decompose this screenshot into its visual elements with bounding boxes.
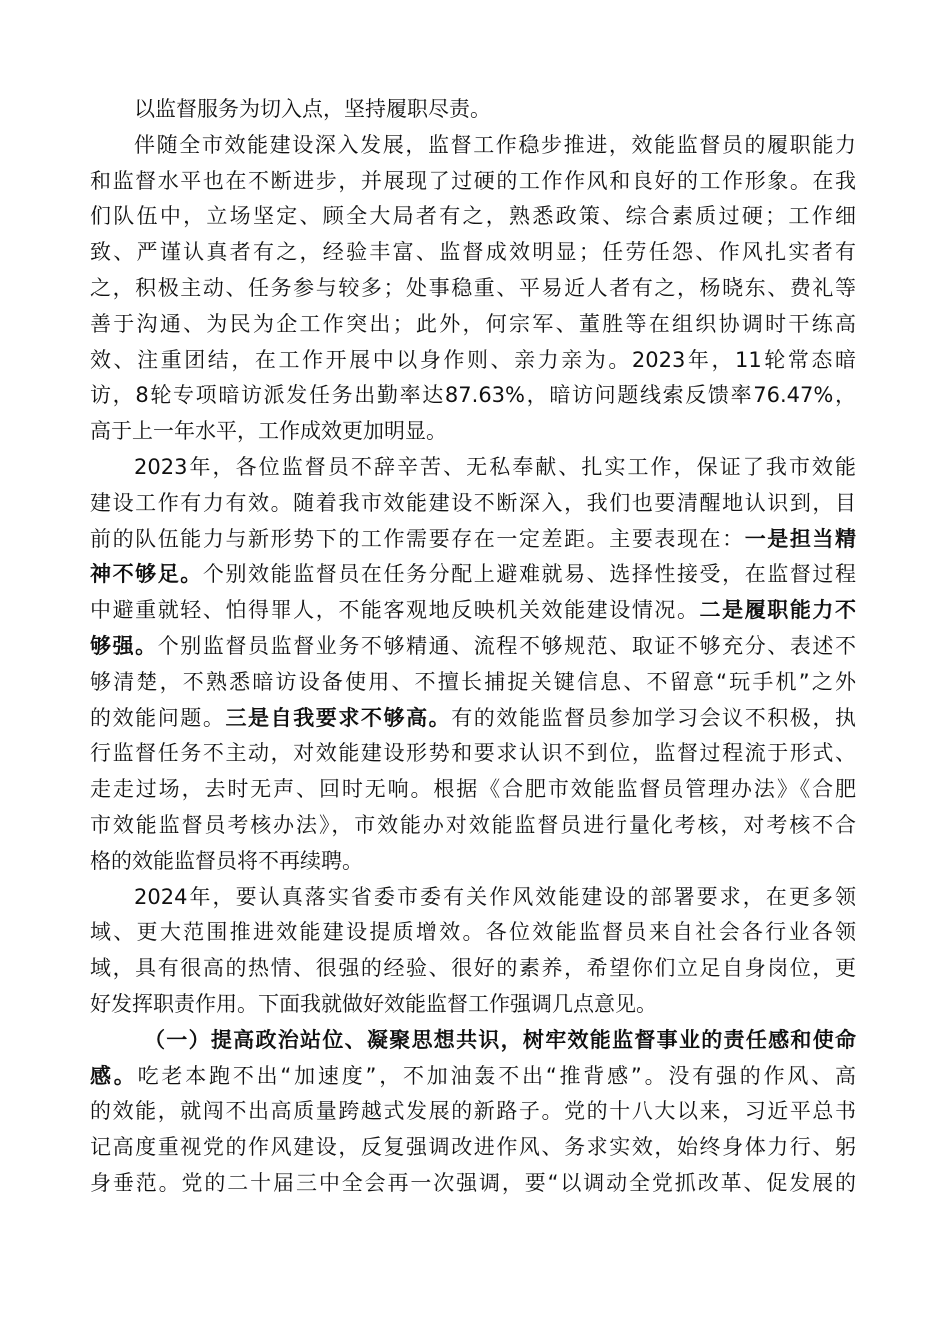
text-segment: 的效能，就闯不出高质量跨越式发展的新路子。党的十八大以来，习近平总书 (90, 1099, 856, 1124)
text-segment: 伴随全市效能建设深入发展，监督工作稳步推进，效能监督员的履职能力 (134, 132, 856, 157)
text-line (90, 736, 856, 772)
bold-text-segment: （一）提高政治站位、凝聚思想共识，树牢效能监督事业的责任感和使命 (144, 1027, 856, 1052)
bold-text-segment: 神不够足。 (90, 562, 203, 587)
text-segment: 和监督水平也在不断进步，并展现了过硬的工作作风和良好的工作形象。在我 (90, 168, 856, 193)
text-segment: 2023年，各位监督员不辞辛苦、无私奉献、扎实工作，保证了我市效能 (134, 454, 856, 479)
text-line (90, 808, 856, 844)
text-segment: 2024年，要认真落实省委市委有关作风效能建设的部署要求，在更多领 (134, 884, 856, 909)
text-segment: 个别监督员监督业务不够精通、流程不够规范、取证不够充分、表述不 (157, 633, 856, 658)
text-line (90, 1094, 856, 1130)
text-line (90, 701, 856, 737)
text-line (90, 915, 856, 951)
text-line (90, 951, 856, 987)
text-segment: 域，具有很高的热情、很强的经验、很好的素养，希望你们立足自身岗位，更 (90, 956, 856, 981)
text-line (90, 128, 856, 164)
text-segment: 格的效能监督员将不再续聘。 (90, 848, 363, 873)
text-segment: 以监督服务为切入点，坚持履职尽责。 (134, 97, 491, 121)
text-segment: 够清楚，不熟悉暗访设备使用、不擅长捕捉关键信息、不留意“玩手机”之外 (90, 669, 856, 694)
text-line (90, 414, 856, 450)
text-line (90, 92, 856, 128)
text-line (90, 1130, 856, 1166)
text-line (90, 486, 856, 522)
text-segment: 吃老本跑不出“加速度”，不加油轰不出“推背感”。没有强的作风、高 (137, 1063, 856, 1088)
text-line (90, 450, 856, 486)
text-segment: 记高度重视党的作风建设，反复强调改进作风、务求实效，始终身体力行、躬 (90, 1135, 856, 1160)
body-text (90, 92, 856, 1202)
text-line (90, 593, 856, 629)
text-segment: 建设工作有力有效。随着我市效能建设不断深入，我们也要清醒地认识到，目 (90, 490, 856, 515)
text-segment: 行监督任务不主动，对效能建设形势和要求认识不到位，监督过程流于形式、 (90, 741, 856, 766)
text-segment: 善于沟通、为民为企工作突出；此外，何宗军、董胜等在组织协调时干练高 (90, 311, 856, 336)
text-line (90, 1166, 856, 1202)
text-segment: 高于上一年水平，工作成效更加明显。 (90, 419, 447, 444)
text-line (90, 271, 856, 307)
text-line (90, 307, 856, 343)
text-segment: 市效能监督员考核办法》，市效能办对效能监督员进行量化考核，对考核不合 (90, 812, 856, 837)
text-segment: 们队伍中，立场坚定、顾全大局者有之，熟悉政策、综合素质过硬；工作细 (90, 204, 856, 229)
text-segment: 效、注重团结，在工作开展中以身作则、亲力亲为。2023年，11轮常态暗 (90, 347, 856, 372)
text-line (90, 199, 856, 235)
text-line (90, 343, 856, 379)
text-line (90, 1023, 856, 1059)
text-segment: 之，积极主动、任务参与较多；处事稳重、平易近人者有之，杨晓东、费礼等 (90, 275, 856, 300)
text-segment: 好发挥职责作用。下面我就做好效能监督工作强调几点意见。 (90, 991, 657, 1016)
bold-text-segment: 感。 (90, 1063, 138, 1088)
text-segment: 个别效能监督员在任务分配上避难就易、选择性接受，在监督过程 (202, 562, 856, 587)
text-line (90, 880, 856, 916)
text-line (90, 629, 856, 665)
text-line (90, 164, 856, 200)
text-segment: 域、更大范围推进效能建设提质增效。各位效能监督员来自社会各行业各领 (90, 920, 856, 945)
text-line (90, 844, 856, 880)
text-segment: 访，8轮专项暗访派发任务出勤率达87.63%，暗访问题线索反馈率76.47%， (90, 383, 856, 408)
text-line (90, 772, 856, 808)
text-segment: 致、严谨认真者有之，经验丰富、监督成效明显；任劳任怨、作风扎实者有 (90, 240, 856, 265)
text-line (90, 522, 856, 558)
bold-text-segment: 二是履职能力不 (699, 598, 856, 623)
bold-text-segment: 够强。 (90, 633, 158, 658)
text-line (90, 987, 856, 1023)
text-segment: 身垂范。党的二十届三中全会再一次强调，要“以调动全党抓改革、促发展的 (90, 1170, 856, 1195)
text-line (90, 1059, 856, 1095)
text-segment: 前的队伍能力与新形势下的工作需要存在一定差距。主要表现在： (90, 526, 745, 551)
text-line (90, 557, 856, 593)
text-line (90, 665, 856, 701)
text-segment: 有的效能监督员参加学习会议不积极，执 (451, 705, 856, 730)
text-segment: 中避重就轻、怕得罪人，不能客观地反映机关效能建设情况。 (90, 598, 700, 623)
text-line (90, 378, 856, 414)
text-segment: 的效能问题。 (90, 705, 226, 730)
text-line (90, 235, 856, 271)
text-segment: 走走过场，去时无声、回时无响。根据《合肥市效能监督员管理办法》《合肥 (90, 777, 856, 802)
bold-text-segment: 三是自我要求不够高。 (225, 705, 452, 730)
bold-text-segment: 一是担当精 (744, 526, 856, 551)
